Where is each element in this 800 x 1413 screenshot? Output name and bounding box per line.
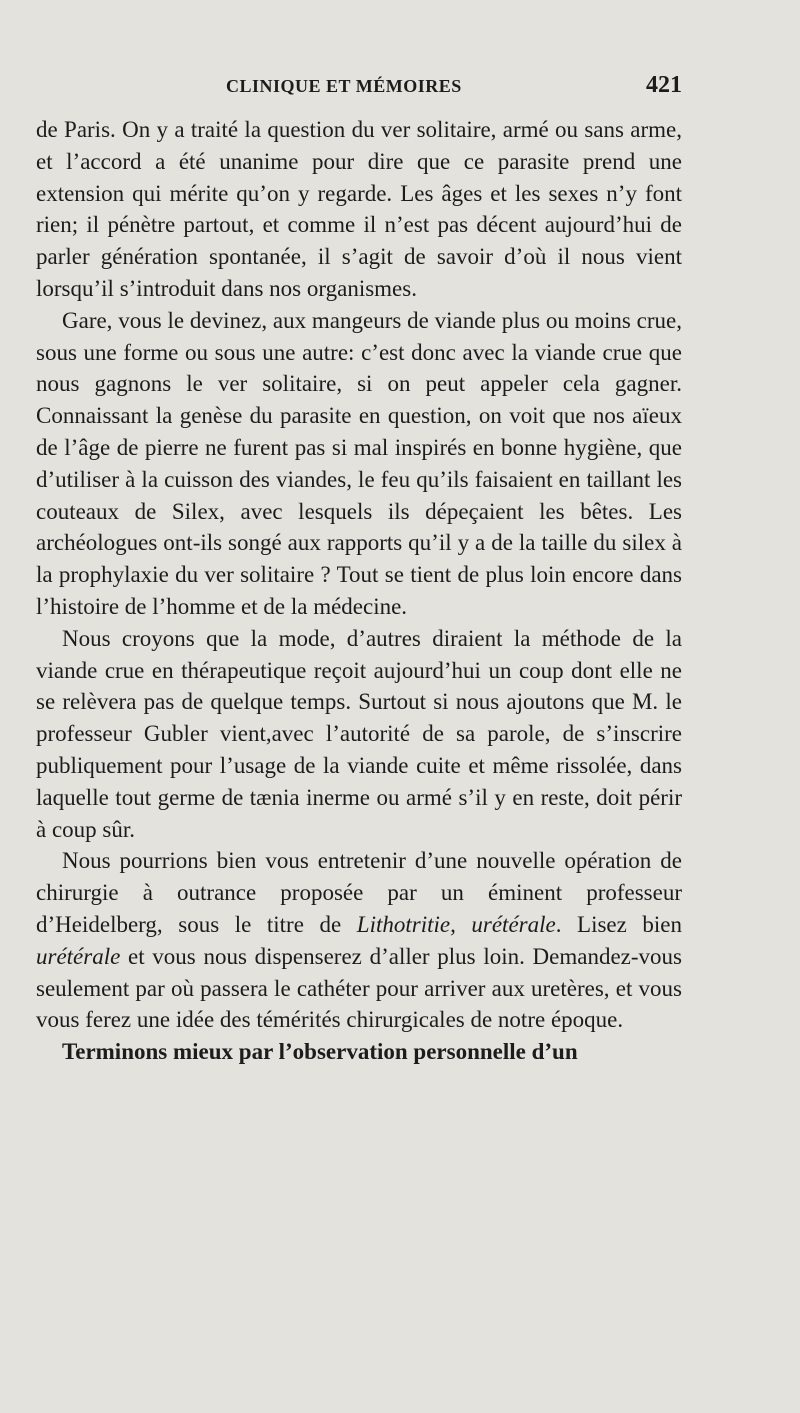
- running-title: CLINIQUE ET MÉMOIRES: [226, 76, 462, 96]
- paragraph-4-text-after: et vous nous dispenserez d’aller plus loin. Demandez-vous seulement par où passera le cathéter pour arriver aux uretères, et vous vous ferez une idée des témérités chirurgicales de notre époque.: [36, 943, 682, 1033]
- paragraph-4-italic-word: urétérale: [36, 943, 121, 969]
- paragraph-4-text-before: Nous pourrions bien vous entretenir d’une nouvelle opération de chirurgie à outrance proposée par un éminent professeur d’Heidelberg, sous le titre de: [36, 848, 682, 937]
- paragraph-4: [36, 845, 682, 1036]
- paragraph-2: Gare, vous le devinez, aux mangeurs de viande plus ou moins crue, sous une forme ou sous une autre: c’est donc avec la viande crue que nous gagnons le ver solitaire, si on peut appeler cela gagner. Connaissant la genèse du parasite en question, on voit que nos aïeux de l’âge de pierre ne furent pas si mal inspirés en bonne hygiène, que d’utiliser à la cuisson des viandes, le feu qu’ils faisaient en taillant les couteaux de Silex, avec lesquels ils dépeçaient les bêtes. Les archéologues ont-ils songé aux rapports qu’il y a de la taille du silex à la prophylaxie du ver solitaire ? Tout se tient de plus loin encore dans l’histoire de l’homme et de la médecine.: [36, 307, 682, 619]
- paragraph-3: Nous croyons que la mode, d’autres diraient la méthode de la viande crue en thérapeutique reçoit aujourd’hui un coup dont elle ne se relèvera pas de quelque temps. Surtout si nous ajoutons que M. le professeur Gubler vient,avec l’autorité de sa parole, de s’inscrire publiquement pour l’usage de la viande cuite et même rissolée, dans laquelle tout germe de tænia inerme ou armé s’il y en reste, doit périr à coup sûr.: [36, 625, 682, 842]
- paragraph-4-text-middle: . Lisez bien: [555, 911, 682, 937]
- running-head: [36, 72, 682, 100]
- paragraph-4-italic-title: Lithotritie, urétérale: [356, 911, 556, 937]
- body-text: [36, 114, 682, 1068]
- page-number: 421: [646, 72, 682, 98]
- paragraph-1: de Paris. On y a traité la question du ver solitaire, armé ou sans arme, et l’accord a été unanime pour dire que ce parasite prend une extension qui mérite qu’on y regarde. Les âges et les sexes n’y font rien; il pénètre partout, et comme il n’est pas décent aujourd’hui de parler génération spontanée, il s’agit de savoir d’où il nous vient lorsqu’il s’introduit dans nos organismes.: [36, 117, 682, 301]
- closing-line: Terminons mieux par l’observation personnelle d’un: [62, 1039, 578, 1065]
